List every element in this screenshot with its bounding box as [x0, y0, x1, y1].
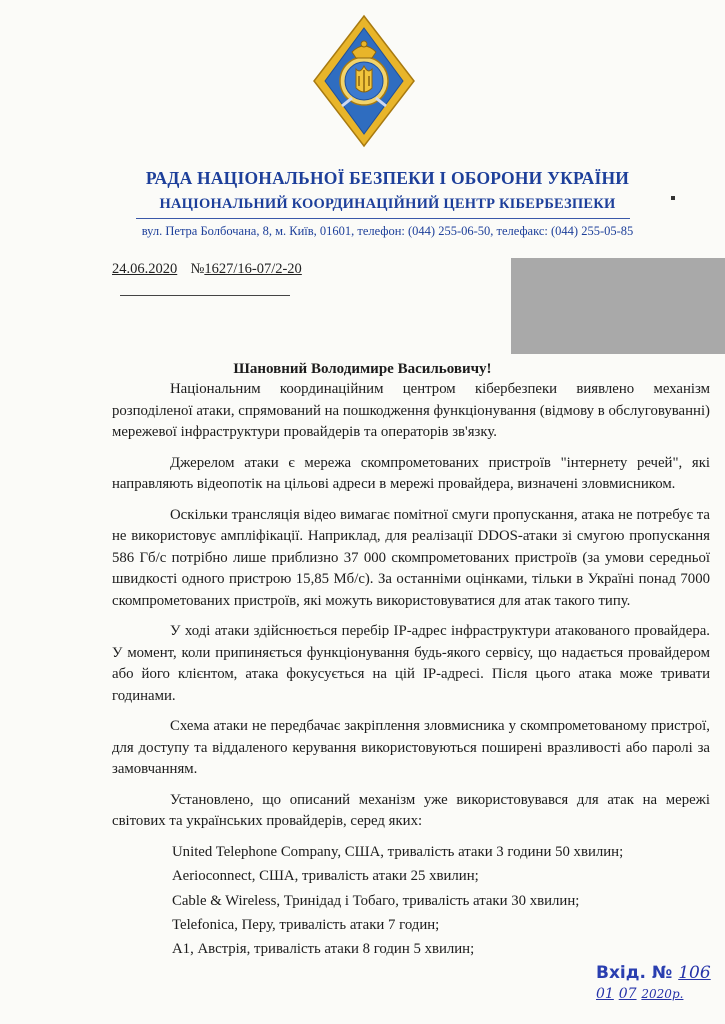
stamp-month: 07 [618, 986, 637, 1002]
scan-dot [671, 196, 675, 200]
greeting: Шановний Володимире Васильовичу! [233, 361, 492, 377]
org-address: вул. Петра Болбочана, 8, м. Київ, 01601, телефон: (044) 255-06-50, телефакс: (044) 255-05-85 [141, 224, 634, 238]
list-item: Cable & Wireless, Тринідад і Тобаго, тривалість атаки 30 хвилин; [172, 892, 580, 909]
paragraph-3: Оскільки трансляція відео вимагає помітної смуги пропускання, атака не потребує та не використовує ампліфікації. Наприклад, для реалізації DDOS-атаки зі смугою пропускання 586 Гб/с потрібно лише приблизно 37 000 скомпрометованих пристроїв (за умови середньої швидкості одного пристрою 15,85 Мб/с). За останніми оцінками, тільки в Україні понад 7000 скомпрометованих пристроїв, які можуть використовуватися для атак такого типу. [112, 506, 710, 609]
paragraph-1: Національним координаційним центром кібербезпеки виявлено механізм розподіленої атаки, спрямований на пошкодження функціонування (відмову в обслуговуванні) мережевої інфраструктури провайдерів та операторів зв'язку. [112, 381, 710, 440]
paragraph-5: Схема атаки не передбачає закріплення зловмисника у скомпрометованому пристрої, для доступу та віддаленого керування використовуються поширені вразливості або паролі за замовчанням. [112, 718, 710, 777]
stamp-number: 106 [678, 963, 711, 983]
stamp-label: Вхід. № [596, 963, 673, 983]
incoming-stamp [596, 963, 711, 1002]
reference-underline [120, 295, 290, 296]
document-date: 24.06.2020 [112, 261, 178, 277]
stamp-day: 01 [596, 986, 614, 1002]
letter-body [112, 379, 710, 833]
list-item: A1, Австрія, тривалість атаки 8 годин 5 хвилин; [172, 941, 475, 958]
paragraph-4: У ході атаки здійснюється перебір IP-адрес інфраструктури атакованого провайдера. У момент, коли припиняється функціонування будь-якого сервісу, що надається провайдером або його клієнтом, атака фокусується на цій IP-адресі. Після цього атака може тривати годинами. [112, 623, 710, 704]
paragraph-6: Установлено, що описаний механізм уже використовувався для атак на мережі світових та українських провайдерів, серед яких: [112, 791, 710, 829]
list-item: Telefonica, Перу, тривалість атаки 7 годин; [172, 916, 440, 933]
list-item: United Telephone Company, США, тривалість атаки 3 години 50 хвилин; [172, 844, 624, 860]
org-main-title: РАДА НАЦІОНАЛЬНОЇ БЕЗПЕКИ І ОБОРОНИ УКРАЇНИ [145, 168, 630, 188]
document-number: 1627/16-07/2-20 [204, 261, 302, 277]
paragraph-2: Джерелом атаки є мережа скомпрометованих пристроїв "інтернету речей", які направляють відеопотік на цільові адреси в мережі провайдера, визначені зловмисником. [112, 454, 710, 492]
document-reference [112, 261, 302, 278]
document-number-prefix: № [190, 261, 205, 277]
list-item: Aerioconnect, США, тривалість атаки 25 хвилин; [172, 868, 479, 885]
header-divider [136, 218, 630, 219]
nscdu-emblem-icon [312, 14, 416, 148]
attack-list [172, 840, 623, 961]
redacted-recipient-block [511, 258, 725, 354]
org-sub-title: НАЦІОНАЛЬНИЙ КООРДИНАЦІЙНИЙ ЦЕНТР КІБЕРБЕЗПЕКИ [159, 196, 616, 212]
stamp-year: 2020р. [641, 987, 684, 1001]
